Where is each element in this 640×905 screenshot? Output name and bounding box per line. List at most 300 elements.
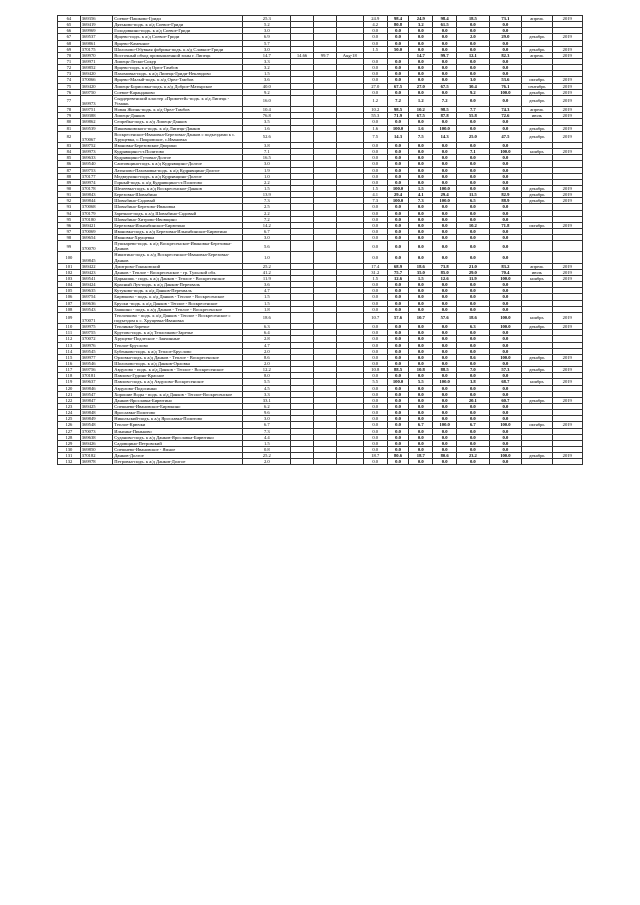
cell-road-code: 369843	[80, 192, 113, 198]
cell-plan-km: 7.1	[457, 149, 490, 155]
cell-deadline-year: 2019	[552, 149, 583, 155]
cell-normative-km: 0.0	[363, 89, 387, 95]
cell-plan-percent: 0.0	[489, 179, 522, 185]
cell-total-percent: 0.0	[433, 28, 457, 34]
cell-plan-percent: 0.0	[489, 336, 522, 342]
cell-deadline-year: 2019	[552, 263, 583, 269]
cell-normative-km: 27.0	[363, 83, 387, 89]
cell-row-number: 91	[58, 192, 81, 198]
cell-total-percent: 0.0	[433, 306, 457, 312]
cell-length-km: 6.3	[243, 324, 291, 330]
cell-plan-km: 55.8	[457, 113, 490, 119]
cell-plan-km: 0.0	[457, 404, 490, 410]
cell-road-code: 370069	[80, 228, 113, 234]
cell-total-km: 0.0	[409, 410, 433, 416]
cell-total-percent: 88.5	[433, 367, 457, 373]
cell-road-code: 369539	[80, 125, 113, 131]
cell-row-number: 81	[58, 125, 81, 131]
cell-deadline-month: октябрь	[522, 222, 552, 228]
cell-total-km: 0.0	[409, 361, 433, 367]
cell-total-km: 1.5	[409, 276, 433, 282]
cell-road-name: Суданово-подъ. к а/д Данков-Ярославка-Бирютино	[113, 434, 243, 440]
cell-length-km: 1.0	[243, 173, 291, 179]
cell-normative-percent: 0.0	[387, 228, 409, 234]
cell-normative-km: 4.2	[363, 22, 387, 28]
cell-total-km: 0.0	[409, 294, 433, 300]
cell-plan-km: 0.0	[457, 125, 490, 131]
cell-deadline-month: октябрь	[522, 422, 552, 428]
cell-total-km: 6.7	[409, 422, 433, 428]
cell-normative-percent: 0.0	[387, 440, 409, 446]
cell-road-code: 369844	[80, 198, 113, 204]
cell-length-km: 8.6	[243, 354, 291, 360]
cell-normative-km: 0.0	[363, 77, 387, 83]
cell-total-km: 0.0	[409, 235, 433, 241]
cell-plan-percent: 0.0	[489, 125, 522, 131]
cell-total-percent: 29.4	[433, 192, 457, 198]
cell-repair-date	[336, 131, 363, 142]
cell-row-number: 120	[58, 385, 81, 391]
cell-normative-km: 0.0	[363, 428, 387, 434]
cell-normative-percent: 75.7	[387, 269, 409, 275]
cell-repair-percent	[313, 95, 336, 106]
cell-total-km: 24.9	[409, 16, 433, 22]
cell-total-km: 0.0	[409, 241, 433, 252]
cell-deadline-month	[522, 459, 552, 465]
cell-deadline-year	[552, 459, 583, 465]
cell-length-km: 5.2	[243, 22, 291, 28]
cell-normative-percent: 0.0	[387, 410, 409, 416]
cell-plan-km: 18.5	[457, 16, 490, 22]
cell-road-code: 370072	[80, 336, 113, 342]
cell-total-km: 0.0	[409, 216, 433, 222]
cell-road-name: Березовка-Шовыбино	[113, 192, 243, 198]
cell-road-name: Ильинка-Пиньково	[113, 428, 243, 434]
cell-repair-percent	[313, 252, 336, 263]
cell-row-number: 125	[58, 416, 81, 422]
cell-total-km: 5.5	[409, 379, 433, 385]
cell-plan-km: 0.0	[457, 65, 490, 71]
cell-plan-percent: 0.0	[489, 342, 522, 348]
table-row	[58, 312, 583, 323]
cell-plan-km: 0.0	[457, 173, 490, 179]
cell-road-name: Ярцево-подъ. к а/д Соевое-Гриди	[113, 34, 243, 40]
cell-plan-percent: 0.0	[489, 95, 522, 106]
cell-road-name: Соевое-Пашково-Гриди	[113, 16, 243, 22]
cell-plan-percent: 0.0	[489, 241, 522, 252]
cell-normative-km: 31.2	[363, 269, 387, 275]
cell-road-name: Липецк-Лески-Сокур	[113, 58, 243, 64]
cell-plan-km: 0.0	[457, 241, 490, 252]
cell-repair-length-km	[291, 252, 314, 263]
cell-deadline-month: декабрь	[522, 354, 552, 360]
cell-normative-km: 0.0	[363, 294, 387, 300]
cell-road-code: 369970	[80, 52, 113, 58]
cell-normative-percent: 0.0	[387, 40, 409, 46]
cell-total-percent: 100.0	[433, 185, 457, 191]
cell-length-km: 5.7	[243, 40, 291, 46]
cell-length-km: 1.5	[243, 440, 291, 446]
cell-row-number: 72	[58, 65, 81, 71]
cell-plan-percent: 0.0	[489, 185, 522, 191]
cell-road-code: 369846	[80, 385, 113, 391]
cell-road-code: 369638	[80, 434, 113, 440]
cell-repair-date	[336, 312, 363, 323]
cell-road-code: 369540	[80, 161, 113, 167]
cell-normative-percent: 0.0	[387, 336, 409, 342]
cell-road-code: 369862	[80, 119, 113, 125]
cell-normative-km: 0.0	[363, 300, 387, 306]
cell-normative-km: 0.0	[363, 354, 387, 360]
cell-road-name: Павлово-подъ. к а/д Авдулово-Воскресенское	[113, 379, 243, 385]
cell-road-code: 370178	[80, 185, 113, 191]
cell-row-number: 119	[58, 379, 81, 385]
cell-total-percent: 0.0	[433, 385, 457, 391]
cell-plan-percent: 0.0	[489, 71, 522, 77]
document-page	[57, 15, 583, 465]
cell-normative-percent: 0.0	[387, 142, 409, 148]
cell-plan-km: 0.0	[457, 391, 490, 397]
cell-normative-percent: 0.0	[387, 161, 409, 167]
cell-road-code: 369546	[80, 361, 113, 367]
cell-road-code: 369969	[80, 28, 113, 34]
cell-road-code: 369422	[80, 263, 113, 269]
cell-length-km: 2.5	[243, 204, 291, 210]
cell-total-km: 0.0	[409, 119, 433, 125]
cell-row-number: 111	[58, 330, 81, 336]
cell-plan-percent: 73.1	[489, 16, 522, 22]
cell-total-km: 0.0	[409, 428, 433, 434]
cell-total-km: 10.8	[409, 367, 433, 373]
cell-plan-km: 11.9	[457, 276, 490, 282]
cell-total-percent: 0.0	[433, 89, 457, 95]
cell-total-km: 10.2	[409, 107, 433, 113]
cell-total-km: 7.3	[409, 198, 433, 204]
cell-total-km: 0.0	[409, 210, 433, 216]
cell-normative-km: 0.0	[363, 222, 387, 228]
cell-total-km: 0.0	[409, 404, 433, 410]
cell-plan-km: 0.0	[457, 204, 490, 210]
cell-plan-percent: 0.0	[489, 282, 522, 288]
cell-length-km: 33.1	[243, 397, 291, 403]
cell-length-km: 7.2	[243, 216, 291, 222]
cell-total-percent: 0.0	[433, 179, 457, 185]
cell-total-km: 0.0	[409, 336, 433, 342]
cell-total-km: 0.0	[409, 288, 433, 294]
cell-normative-km: 0.0	[363, 65, 387, 71]
cell-total-percent: 0.0	[433, 288, 457, 294]
table-row	[58, 95, 583, 106]
cell-normative-km: 0.0	[363, 434, 387, 440]
cell-total-percent: 0.0	[433, 336, 457, 342]
cell-row-number: 100	[58, 252, 81, 263]
cell-plan-percent: 0.0	[489, 252, 522, 263]
cell-repair-date	[336, 459, 363, 465]
cell-plan-percent: 0.0	[489, 65, 522, 71]
cell-plan-percent: 0.0	[489, 373, 522, 379]
cell-total-percent: 14.3	[433, 131, 457, 142]
cell-deadline-month: декабрь	[522, 367, 552, 373]
cell-total-km: 0.0	[409, 354, 433, 360]
cell-road-code: 369971	[80, 58, 113, 64]
cell-length-km: 1.5	[243, 300, 291, 306]
cell-total-percent: 80.6	[433, 453, 457, 459]
cell-plan-km: 0.0	[457, 410, 490, 416]
cell-total-km: 0.0	[409, 434, 433, 440]
cell-length-km: 2.0	[243, 459, 291, 465]
cell-total-km: 0.0	[409, 282, 433, 288]
cell-length-km: 40.0	[243, 83, 291, 89]
cell-normative-percent: 0.0	[387, 459, 409, 465]
cell-row-number: 102	[58, 269, 81, 275]
cell-road-name: Петровка-подъ. к а/д Данков-Долгое	[113, 459, 243, 465]
cell-length-km: 6.7	[243, 422, 291, 428]
cell-plan-percent: 0.0	[489, 361, 522, 367]
cell-total-km: 0.0	[409, 167, 433, 173]
cell-length-km: 1.5	[243, 185, 291, 191]
cell-total-percent: 0.0	[433, 222, 457, 228]
cell-repair-percent	[313, 312, 336, 323]
cell-length-km: 6.2	[243, 404, 291, 410]
cell-road-code: 369974	[80, 179, 113, 185]
cell-total-percent: 0.0	[433, 142, 457, 148]
cell-road-code: 369388	[80, 113, 113, 119]
cell-deadline-year: 2019	[552, 269, 583, 275]
cell-repair-percent	[313, 241, 336, 252]
cell-length-km: 1.6	[243, 125, 291, 131]
cell-total-percent: 0.0	[433, 173, 457, 179]
cell-plan-km: 8.6	[457, 354, 490, 360]
cell-row-number: 82	[58, 131, 81, 142]
cell-deadline-year: 2019	[552, 46, 583, 52]
cell-plan-km: 0.0	[457, 228, 490, 234]
cell-normative-km: 1.6	[363, 125, 387, 131]
cell-normative-percent: 67.5	[387, 83, 409, 89]
cell-normative-percent: 100.0	[387, 379, 409, 385]
cell-normative-km: 0.0	[363, 228, 387, 234]
cell-road-name: Теплое-Бруслово	[113, 342, 243, 348]
cell-plan-km: 30.4	[457, 83, 490, 89]
cell-total-km: 0.0	[409, 440, 433, 446]
cell-repair-percent	[313, 459, 336, 465]
cell-row-number: 132	[58, 459, 81, 465]
cell-length-km: 1.9	[243, 167, 291, 173]
cell-length-km: 16.0	[243, 95, 291, 106]
cell-plan-km: 6.3	[457, 324, 490, 330]
cell-plan-km: 0.0	[457, 46, 490, 52]
cell-road-name: Бубенково-подъ. к а/д Теплое-Бруслово	[113, 348, 243, 354]
cell-deadline-year: 2019	[552, 34, 583, 40]
cell-plan-km: 0.0	[457, 288, 490, 294]
cell-road-name: Бруски -подъ. к а/д Данков - Теплое - Воскресенское	[113, 300, 243, 306]
cell-total-percent: 0.0	[433, 348, 457, 354]
cell-plan-km: 7.0	[457, 367, 490, 373]
cell-total-km: 0.0	[409, 222, 433, 228]
cell-length-km: 11.9	[243, 276, 291, 282]
cell-total-percent: 85.0	[433, 269, 457, 275]
cell-deadline-month: декабрь	[522, 324, 552, 330]
cell-total-percent: 0.0	[433, 459, 457, 465]
cell-deadline-month: ноябрь	[522, 149, 552, 155]
cell-total-percent: 12.6	[433, 276, 457, 282]
cell-length-km: 3.0	[243, 416, 291, 422]
cell-length-km: 25.2	[243, 453, 291, 459]
cell-plan-percent: 0.0	[489, 204, 522, 210]
cell-length-km: 1.8	[243, 306, 291, 312]
cell-normative-percent: 0.0	[387, 89, 409, 95]
cell-normative-km: 0.0	[363, 40, 387, 46]
cell-normative-percent: 0.0	[387, 294, 409, 300]
cell-total-km: 67.5	[409, 113, 433, 119]
cell-normative-percent: 0.0	[387, 28, 409, 34]
cell-row-number: 109	[58, 312, 81, 323]
cell-road-name: Ярцево-подъ. к а/д Орел-Тамбов	[113, 65, 243, 71]
cell-normative-percent: 0.0	[387, 391, 409, 397]
cell-total-km: 7.5	[409, 131, 433, 142]
cell-road-code: 370182	[80, 453, 113, 459]
cell-row-number: 116	[58, 361, 81, 367]
cell-plan-percent: 0.0	[489, 28, 522, 34]
cell-deadline-month: ноябрь	[522, 379, 552, 385]
cell-repair-date	[336, 252, 363, 263]
cell-plan-percent: 100.0	[489, 149, 522, 155]
cell-road-code: 369976	[80, 342, 113, 348]
cell-total-percent: 57.6	[433, 312, 457, 323]
cell-normative-percent: 0.0	[387, 34, 409, 40]
cell-total-percent: 0.0	[433, 410, 457, 416]
cell-road-code: 370073	[80, 428, 113, 434]
cell-road-name: Воскресенское-Ивановка-Березовка-Данков с подъездами к с. Хрущевка, с.Покровское, с.Ивановка	[113, 131, 243, 142]
cell-normative-percent: 80.6	[387, 453, 409, 459]
cell-deadline-month: декабрь	[522, 192, 552, 198]
cell-total-km: 0.0	[409, 306, 433, 312]
cell-road-name: Пушкарево-подъ. к а/д Воскресенское-Ивановка-Березовка-Данков	[113, 241, 243, 252]
cell-normative-percent: 0.0	[387, 288, 409, 294]
cell-normative-percent: 0.0	[387, 404, 409, 410]
cell-road-name: Бирюково - подъ. к а/д Данков - Теплое - Воскресенское	[113, 294, 243, 300]
cell-plan-percent: 0.0	[489, 119, 522, 125]
cell-row-number: 84	[58, 149, 81, 155]
cell-length-km: 1.5	[243, 294, 291, 300]
cell-normative-percent: 0.0	[387, 77, 409, 83]
cell-length-km: 0.8	[243, 446, 291, 452]
cell-total-km: 0.0	[409, 342, 433, 348]
cell-normative-percent: 0.0	[387, 65, 409, 71]
cell-repair-percent	[313, 131, 336, 142]
cell-normative-percent: 0.0	[387, 397, 409, 403]
cell-deadline-month: июль	[522, 113, 552, 119]
cell-normative-percent: 100.0	[387, 125, 409, 131]
cell-road-code: 369637	[80, 379, 113, 385]
cell-normative-percent: 0.0	[387, 235, 409, 241]
cell-normative-percent: 0.0	[387, 330, 409, 336]
cell-deadline-month: декабрь	[522, 185, 552, 191]
cell-total-km: 27.0	[409, 83, 433, 89]
cell-length-km: 3.6	[243, 282, 291, 288]
cell-normative-percent: 0.0	[387, 385, 409, 391]
cell-total-percent: 0.0	[433, 373, 457, 379]
cell-normative-km: 0.0	[363, 422, 387, 428]
cell-deadline-month: апрель	[522, 263, 552, 269]
cell-deadline-month: декабрь	[522, 125, 552, 131]
cell-total-percent: 0.0	[433, 404, 457, 410]
cell-road-code: 369752	[80, 142, 113, 148]
cell-deadline-year: 2019	[552, 367, 583, 373]
cell-total-percent: 98.5	[433, 107, 457, 113]
cell-normative-km: 1.5	[363, 185, 387, 191]
cell-total-percent: 0.0	[433, 204, 457, 210]
cell-deadline-year: 2019	[552, 354, 583, 360]
cell-total-percent: 0.0	[433, 235, 457, 241]
cell-normative-km: 17.4	[363, 263, 387, 269]
cell-total-percent: 67.5	[433, 83, 457, 89]
cell-normative-percent: 0.0	[387, 324, 409, 330]
table-row	[58, 241, 583, 252]
cell-plan-km: 0.0	[457, 348, 490, 354]
cell-normative-percent: 57.6	[387, 312, 409, 323]
cell-normative-percent: 0.0	[387, 216, 409, 222]
cell-total-percent: 0.0	[433, 428, 457, 434]
roads-table	[57, 15, 583, 465]
cell-road-name: Дятьково-подъ. к а/д Соевое-Гриди	[113, 22, 243, 28]
cell-plan-km: 0.0	[457, 416, 490, 422]
cell-normative-percent: 0.0	[387, 361, 409, 367]
cell-plan-km: 0.0	[457, 336, 490, 342]
cell-road-code: 369755	[80, 330, 113, 336]
cell-row-number: 80	[58, 119, 81, 125]
cell-plan-percent: 74.3	[489, 107, 522, 113]
cell-total-percent: 100.0	[433, 125, 457, 131]
cell-length-km: 2.8	[243, 336, 291, 342]
cell-road-code: 370175	[80, 46, 113, 52]
cell-plan-km: 0.0	[457, 142, 490, 148]
cell-total-km: 18.6	[409, 263, 433, 269]
cell-normative-percent: 0.0	[387, 173, 409, 179]
cell-repair-date	[336, 241, 363, 252]
table-row	[58, 459, 583, 465]
cell-row-number: 64	[58, 16, 81, 22]
cell-deadline-year: 2019	[552, 125, 583, 131]
cell-row-number: 115	[58, 354, 81, 360]
cell-road-code: 369975	[80, 324, 113, 330]
cell-total-percent: 100.0	[433, 198, 457, 204]
cell-plan-km: 25.0	[457, 131, 490, 142]
cell-plan-percent: 83.2	[489, 263, 522, 269]
cell-length-km: 1.5	[243, 71, 291, 77]
cell-normative-km: 0.0	[363, 391, 387, 397]
cell-row-number: 99	[58, 241, 81, 252]
cell-road-name: Данков - Теплое - Воскресенское - гр. Тульской обл.	[113, 269, 243, 275]
cell-road-code: 369424	[80, 282, 113, 288]
cell-total-percent: 0.0	[433, 416, 457, 422]
cell-total-km: 0.0	[409, 149, 433, 155]
cell-plan-percent: 71.8	[489, 222, 522, 228]
cell-normative-km: 1.5	[363, 276, 387, 282]
cell-repair-length-km	[291, 312, 314, 323]
cell-normative-km: 0.0	[363, 58, 387, 64]
cell-row-number: 126	[58, 422, 81, 428]
cell-normative-percent: 0.0	[387, 241, 409, 252]
cell-road-code: 369356	[80, 16, 113, 22]
cell-road-name: Никитино-подъ. к а/д Воскресенское-Ивановка-Березовка-Данков	[113, 252, 243, 263]
cell-deadline-year: 2019	[552, 324, 583, 330]
cell-road-code: 369420	[80, 83, 113, 89]
cell-road-code: 369756	[80, 367, 113, 373]
cell-plan-percent: 100.0	[489, 276, 522, 282]
cell-length-km: 4.7	[243, 288, 291, 294]
cell-normative-km: 5.5	[363, 379, 387, 385]
cell-normative-km: 0.0	[363, 404, 387, 410]
